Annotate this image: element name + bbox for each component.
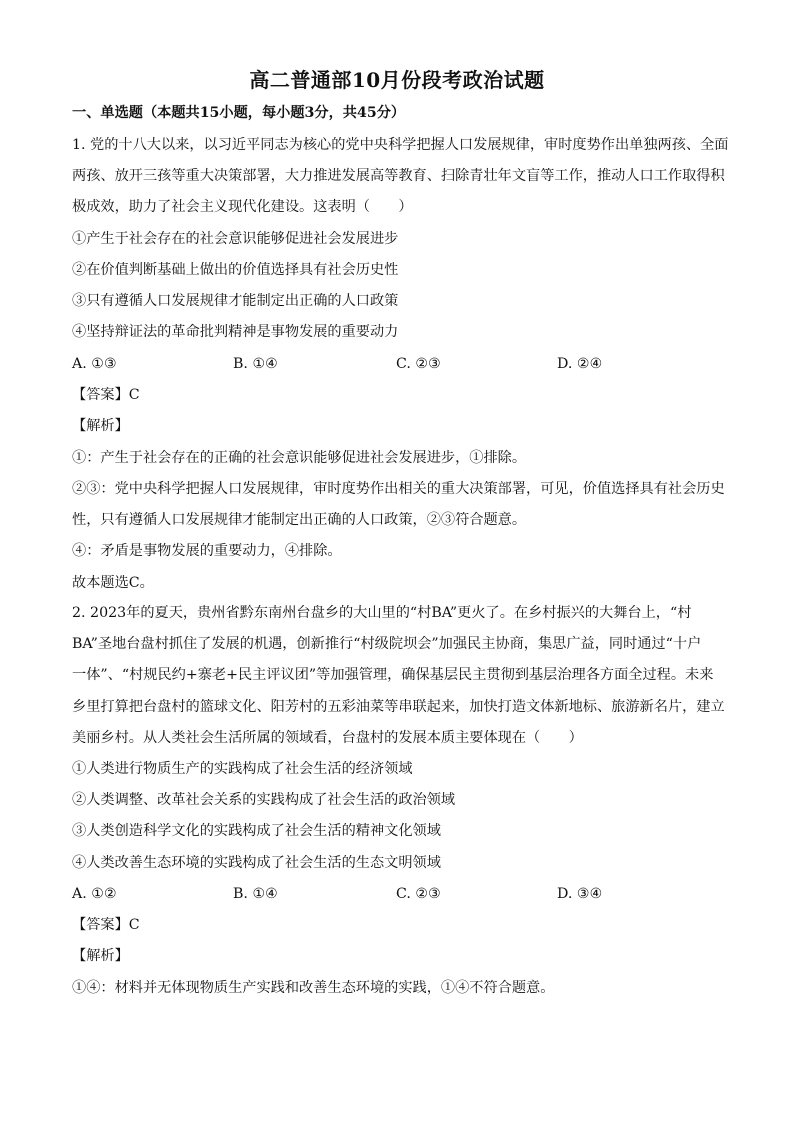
q1-analysis-line: 性，只有遵循人口发展规律才能制定出正确的人口政策，②③符合题意。	[72, 512, 527, 528]
q1-analysis-line: ④：矛盾是事物发展的重要动力，④排除。	[72, 543, 342, 559]
q2-option-b: B. ①④	[233, 886, 278, 902]
q1-stem-line: 两孩、放开三孩等重大决策部署，大力推进发展高等教育、扫除青壮年文盲等工作，推动人口工作取得积	[72, 168, 725, 184]
q2-stem-line: 乡里打算把台盘村的篮球文化、阳芳村的五彩油菜等串联起来，加快打造文体新地标、旅游新名片，建立	[72, 699, 725, 715]
q1-analysis-label: 【解析】	[72, 418, 129, 434]
q2-option-d: D. ③④	[557, 886, 603, 902]
q2-statement: ②人类调整、改革社会关系的实践构成了社会生活的政治领域	[72, 792, 456, 808]
q2-stem-line: BA”圣地台盘村抓住了发展的机遇，创新推行“村级院坝会”加强民主协商，集思广益，同时通过“十户	[72, 636, 702, 652]
q2-stem-line: 美丽乡村。从人类社会生活所属的领域看，台盘村的发展本质主要体现在（ ）	[72, 730, 583, 746]
q2-option-c: C. ②③	[396, 886, 441, 902]
q1-statement: ③只有遵循人口发展规律才能制定出正确的人口政策	[72, 293, 399, 309]
q2-stem-line: 2. 2023年的夏天，贵州省黔东南州台盘乡的大山里的“村BA”更火了。在乡村振兴的大舞台上，“村	[72, 605, 692, 621]
q1-option-a: A. ①③	[72, 356, 117, 372]
section-heading: 一、单选题（本题共15小题，每小题3分，共45分）	[72, 105, 406, 121]
q2-stem-line: 一体”、“村规民约+寨老+民主评议团”等加强管理，确保基层民主贯彻到基层治理各方面全过程。未来	[72, 667, 714, 683]
q1-stem-line: 极成效，助力了社会主义现代化建设。这表明（ ）	[72, 199, 413, 215]
q2-statement: ③人类创造科学文化的实践构成了社会生活的精神文化领域	[72, 823, 441, 839]
q1-statement: ①产生于社会存在的社会意识能够促进社会发展进步	[72, 231, 399, 247]
q1-option-b: B. ①④	[233, 356, 278, 372]
q1-analysis-line: 故本题选C。	[72, 575, 154, 591]
q1-answer: 【答案】C	[72, 387, 140, 403]
q1-analysis-line: ①：产生于社会存在的正确的社会意识能够促进社会发展进步，①排除。	[72, 450, 527, 466]
q2-analysis-label: 【解析】	[72, 948, 129, 964]
q2-answer: 【答案】C	[72, 917, 140, 933]
q2-statement: ④人类改善生态环境的实践构成了社会生活的生态文明领域	[72, 855, 441, 871]
q1-stem-line: 1. 党的十八大以来，以习近平同志为核心的党中央科学把握人口发展规律，审时度势作出单独两孩、全面	[72, 137, 728, 153]
q1-statement: ④坚持辩证法的革命批判精神是事物发展的重要动力	[72, 324, 399, 340]
page-title: 高二普通部10月份段考政治试题	[249, 68, 545, 92]
q2-statement: ①人类进行物质生产的实践构成了社会生活的经济领域	[72, 761, 413, 777]
q1-statement: ②在价值判断基础上做出的价值选择具有社会历史性	[72, 262, 399, 278]
q1-option-c: C. ②③	[396, 356, 441, 372]
q2-analysis-line: ①④：材料并无体现物质生产实践和改善生态环境的实践，①④不符合题意。	[72, 980, 555, 996]
q1-option-d: D. ②④	[557, 356, 603, 372]
q2-option-a: A. ①②	[72, 886, 117, 902]
q1-analysis-line: ②③：党中央科学把握人口发展规律，审时度势作出相关的重大决策部署，可见，价值选择具有社会历史	[72, 481, 725, 497]
